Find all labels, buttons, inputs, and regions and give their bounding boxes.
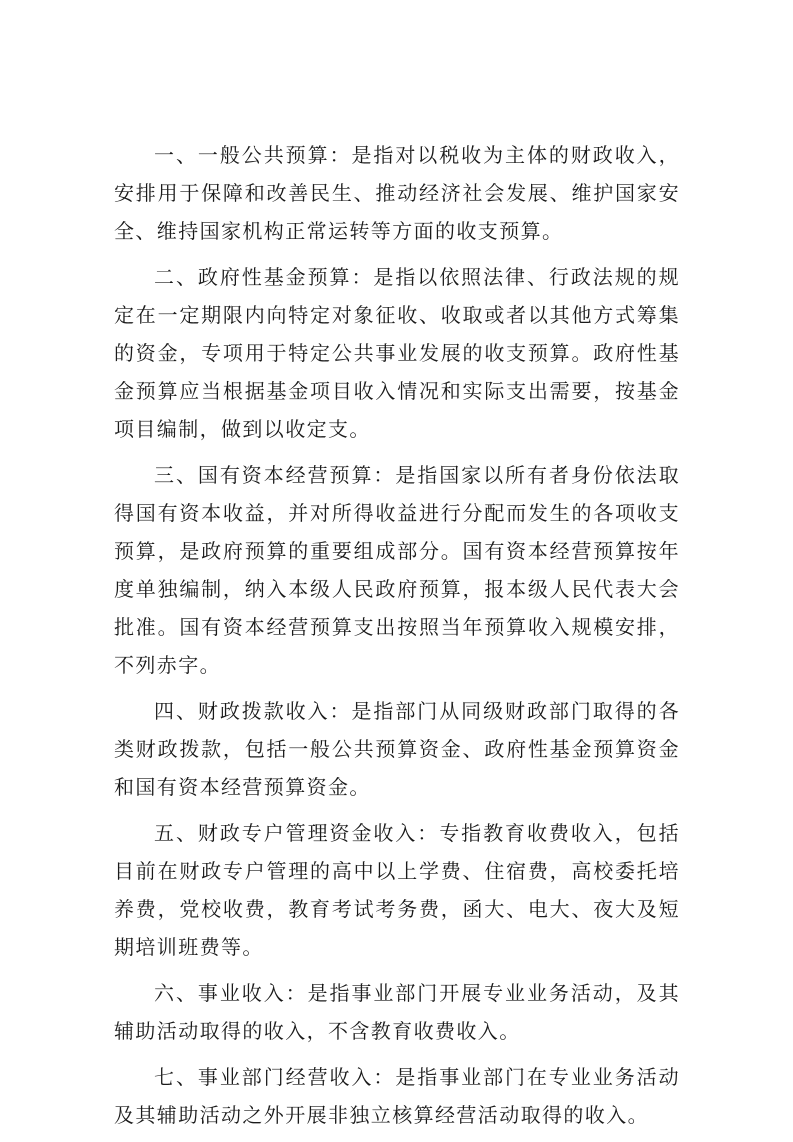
paragraph-operating-income: 七、事业部门经营收入：是指事业部门在专业业务活动及其辅助活动之外开展非独立核算经营活动取得的收入。: [114, 1065, 680, 1127]
paragraph-state-capital-budget: 三、国有资本经营预算：是指国家以所有者身份依法取得国有资本收益，并对所得收益进行分配而发生的各项收支预算，是政府预算的重要组成部分。国有资本经营预算按年度单独编制，纳入本级人民政府预算，报本级人民代表大会批准。国有资本经营预算支出按照当年预算收入规模安排，不列赤字。: [114, 463, 680, 677]
paragraph-general-public-budget: 一、一般公共预算：是指对以税收为主体的财政收入，安排用于保障和改善民生、推动经济社会发展、维护国家安全、维持国家机构正常运转等方面的收支预算。: [114, 143, 680, 243]
paragraph-government-fund-budget: 二、政府性基金预算：是指以依照法律、行政法规的规定在一定期限内向特定对象征收、收取或者以其他方式筹集的资金，专项用于特定公共事业发展的收支预算。政府性基金预算应当根据基金项目收入情况和实际支出需要，按基金项目编制，做到以收定支。: [114, 265, 680, 441]
paragraph-business-income: 六、事业收入：是指事业部门开展专业业务活动，及其辅助活动取得的收入，不含教育收费收入。: [114, 981, 680, 1043]
paragraph-special-account-income: 五、财政专户管理资金收入：专指教育收费收入，包括目前在财政专户管理的高中以上学费、住宿费，高校委托培养费，党校收费，教育考试考务费，函大、电大、夜大及短期培训班费等。: [114, 821, 680, 959]
document-body: [114, 136, 680, 1142]
paragraph-fiscal-appropriation-income: 四、财政拨款收入：是指部门从同级财政部门取得的各类财政拨款，包括一般公共预算资金、政府性基金预算资金和国有资本经营预算资金。: [114, 699, 680, 799]
